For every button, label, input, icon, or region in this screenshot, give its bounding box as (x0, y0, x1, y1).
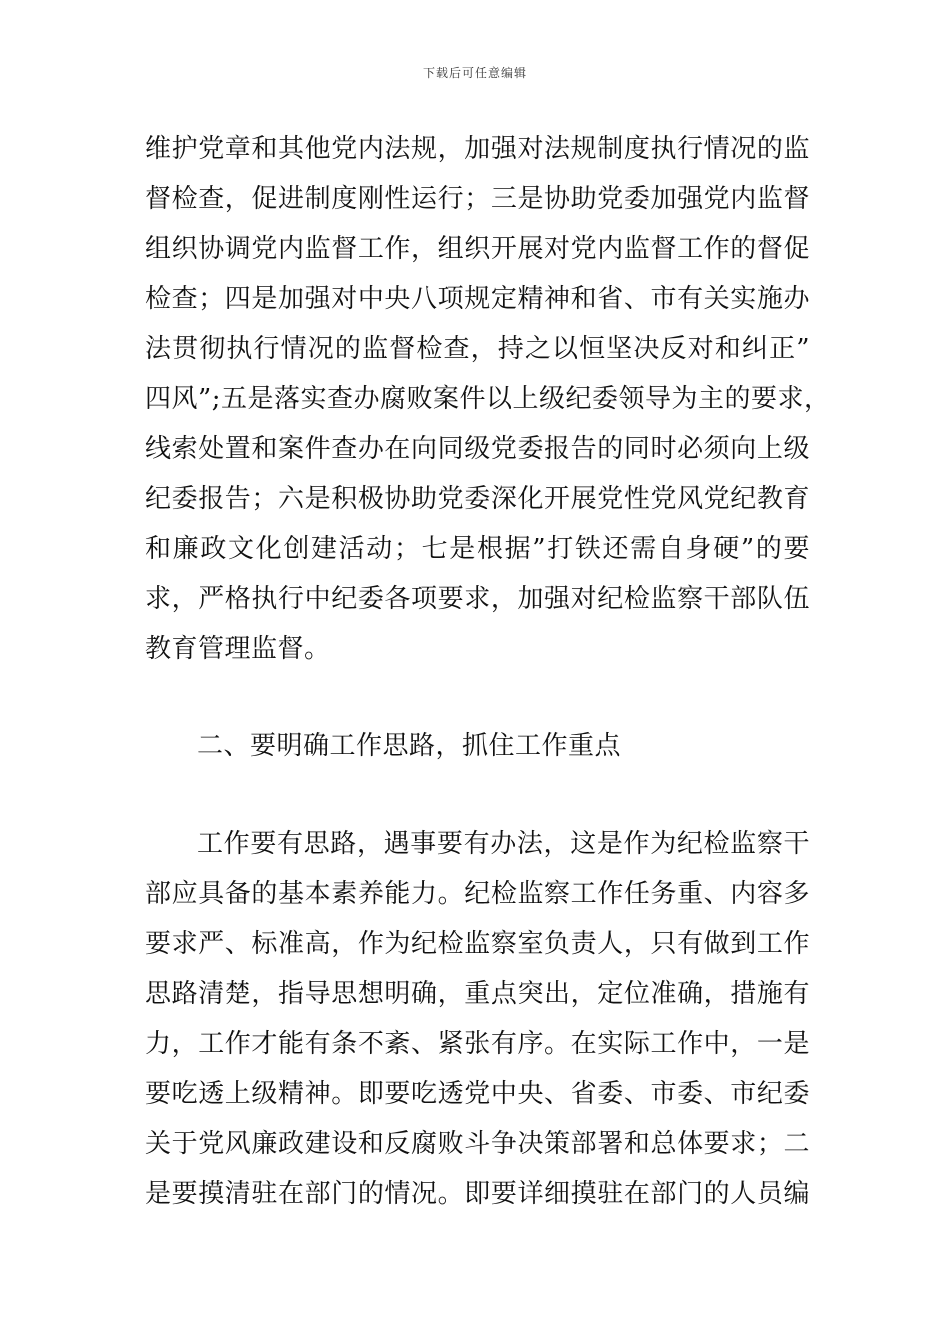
paragraph1-line-8: 纪委报告；六是积极协助党委深化开展党性党风党纪教育 (145, 484, 810, 514)
paragraph1-line-4: 检查；四是加强对中央八项规定精神和省、市有关实施办 (145, 284, 810, 314)
paragraph1-line-11: 教育管理监督。 (145, 634, 331, 664)
paragraph2-line-2: 部应具备的基本素养能力。纪检监察工作任务重、内容多 (145, 879, 810, 909)
paragraph1-line-5: 法贯彻执行情况的监督检查，持之以恒坚决反对和纠正” (145, 334, 810, 364)
paragraph1-line-2: 督检查，促进制度刚性运行；三是协助党委加强党内监督 (145, 184, 810, 214)
paragraph1-line-9: 和廉政文化创建活动；七是根据”打铁还需自身硬”的要 (145, 534, 810, 564)
paragraph2-line-4: 思路清楚，指导思想明确，重点突出，定位准确，措施有 (145, 979, 810, 1009)
paragraph2-line-5: 力，工作才能有条不紊、紧张有序。在实际工作中，一是 (145, 1029, 810, 1059)
paragraph2-line-3: 要求严、标准高，作为纪检监察室负责人，只有做到工作 (145, 929, 810, 959)
paragraph2-line-1: 工作要有思路，遇事要有办法，这是作为纪检监察干 (197, 829, 810, 859)
paragraph1-line-7: 线索处置和案件查办在向同级党委报告的同时必须向上级 (145, 434, 810, 464)
paragraph1-line-6: 四风”;五是落实查办腐败案件以上级纪委领导为主的要求， (145, 384, 831, 414)
paragraph2-line-7: 关于党风廉政建设和反腐败斗争决策部署和总体要求；二 (145, 1129, 810, 1159)
page-header: 下载后可任意编辑 (422, 66, 527, 80)
paragraph1-line-3: 组织协调党内监督工作，组织开展对党内监督工作的督促 (145, 234, 810, 264)
paragraph1-line-1: 维护党章和其他党内法规，加强对法规制度执行情况的监 (145, 134, 810, 164)
paragraph1-line-10: 求，严格执行中纪委各项要求，加强对纪检监察干部队伍 (145, 584, 810, 614)
paragraph2-line-8: 是要摸清驻在部门的情况。即要详细摸驻在部门的人员编 (145, 1179, 810, 1209)
section-heading: 二、要明确工作思路，抓住工作重点 (197, 731, 622, 761)
paragraph2-line-6: 要吃透上级精神。即要吃透党中央、省委、市委、市纪委 (145, 1079, 810, 1109)
